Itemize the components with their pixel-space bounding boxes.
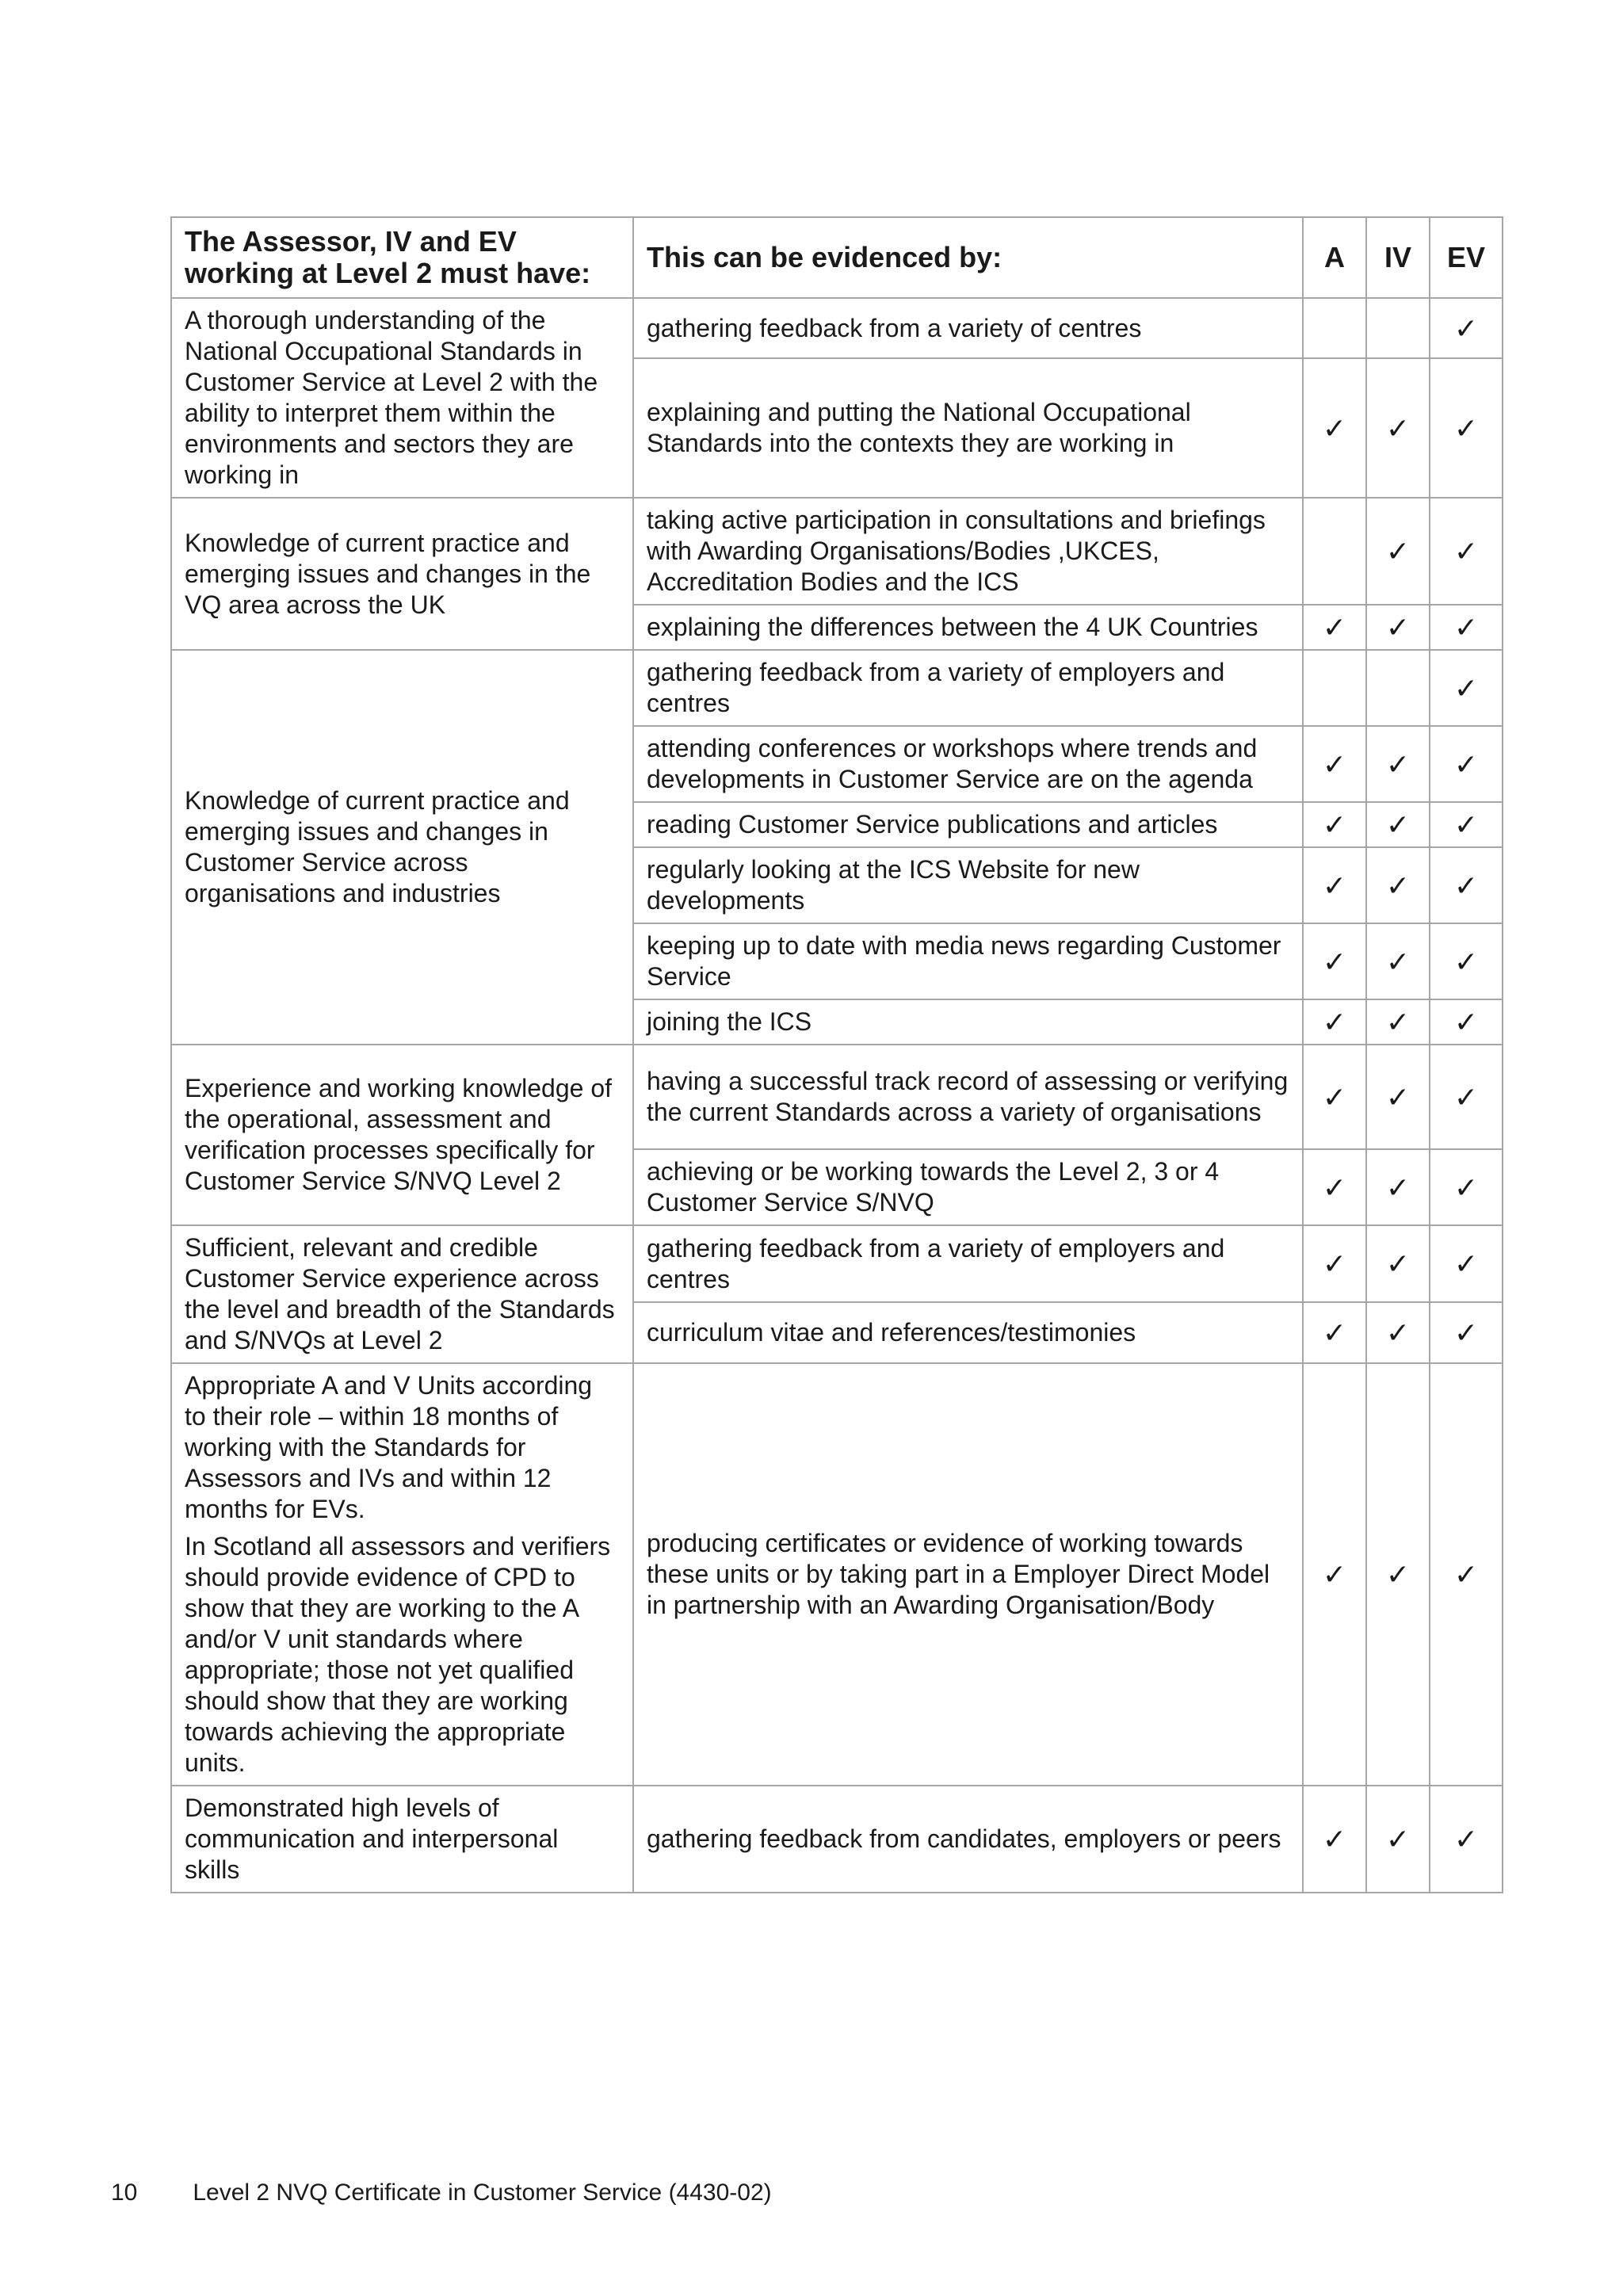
checkmark-icon: ✓: [1385, 1247, 1411, 1281]
checkmark-icon: ✓: [1322, 945, 1347, 978]
checkmark-icon: ✓: [1322, 1006, 1347, 1038]
requirement-cell: [171, 1225, 633, 1363]
mark-cell-iv: [1366, 298, 1430, 358]
requirement-text: Sufficient, relevant and credible Customer Service experience across the level and breadth of the Standards and S/NVQs at Level 2: [185, 1233, 615, 1354]
mark-cell-iv: [1366, 999, 1430, 1045]
mark-cell-ev: [1430, 726, 1503, 802]
header-iv: IV: [1366, 217, 1430, 298]
evidence-cell: explaining the differences between the 4 UK Countries: [633, 605, 1303, 650]
mark-cell-ev: [1430, 1149, 1503, 1225]
mark-cell-a: [1303, 1045, 1366, 1149]
checkmark-icon: ✓: [1385, 1171, 1411, 1204]
header-evidence: This can be evidenced by:: [633, 217, 1303, 298]
mark-cell-ev: [1430, 999, 1503, 1045]
table-row: [171, 298, 1503, 358]
evidence-cell: curriculum vitae and references/testimonies: [633, 1302, 1303, 1363]
evidence-cell: gathering feedback from candidates, employers or peers: [633, 1786, 1303, 1893]
header-assessor: A: [1303, 217, 1366, 298]
evidence-cell: gathering feedback from a variety of centres: [633, 298, 1303, 358]
checkmark-icon: ✓: [1453, 945, 1479, 978]
requirement-cell: [171, 298, 633, 498]
mark-cell-iv: [1366, 650, 1430, 726]
mark-cell-iv: [1366, 802, 1430, 847]
checkmark-icon: ✓: [1385, 945, 1411, 978]
requirement-text: Appropriate A and V Units according to their role – within 18 months of working with the Standards for Assessors and IVs and within 12 months for EVs.: [185, 1371, 593, 1523]
mark-cell-iv: [1366, 605, 1430, 650]
checkmark-icon: ✓: [1385, 1823, 1411, 1855]
evidence-cell: achieving or be working towards the Level 2, 3 or 4 Customer Service S/NVQ: [633, 1149, 1303, 1225]
mark-cell-iv: [1366, 923, 1430, 999]
checkmark-icon: ✓: [1322, 869, 1347, 902]
checkmark-icon: ✓: [1385, 611, 1411, 644]
evidence-cell: gathering feedback from a variety of employers and centres: [633, 1225, 1303, 1302]
checkmark-icon: ✓: [1385, 1080, 1411, 1114]
mark-cell-a: [1303, 802, 1366, 847]
evidence-cell: joining the ICS: [633, 999, 1303, 1045]
mark-cell-ev: [1430, 605, 1503, 650]
table-body: [171, 298, 1503, 1893]
checkmark-icon: ✓: [1322, 747, 1347, 781]
checkmark-icon: ✓: [1385, 535, 1411, 567]
checkmark-icon: ✓: [1453, 1823, 1479, 1855]
checkmark-icon: ✓: [1385, 411, 1411, 445]
requirements-table: [170, 216, 1503, 1893]
mark-cell-a: [1303, 1302, 1366, 1363]
evidence-cell: taking active participation in consultations and briefings with Awarding Organisations/Bodies ,UKCES, Accreditation Bodies and the ICS: [633, 498, 1303, 605]
header-ev: EV: [1430, 217, 1503, 298]
mark-cell-iv: [1366, 1149, 1430, 1225]
checkmark-icon: ✓: [1453, 671, 1479, 705]
checkmark-icon: ✓: [1453, 1080, 1479, 1114]
requirement-text: Knowledge of current practice and emerging issues and changes in the VQ area across the UK: [185, 528, 591, 619]
requirement-cell: [171, 498, 633, 650]
requirement-text: Demonstrated high levels of communication and interpersonal skills: [185, 1794, 559, 1884]
checkmark-icon: ✓: [1453, 611, 1479, 644]
evidence-cell: reading Customer Service publications and articles: [633, 802, 1303, 847]
checkmark-icon: ✓: [1322, 1558, 1347, 1591]
checkmark-icon: ✓: [1322, 1823, 1347, 1855]
mark-cell-ev: [1430, 1786, 1503, 1893]
checkmark-icon: ✓: [1322, 411, 1347, 445]
mark-cell-iv: [1366, 1045, 1430, 1149]
mark-cell-ev: [1430, 847, 1503, 923]
checkmark-icon: ✓: [1385, 1316, 1411, 1350]
mark-cell-a: [1303, 1363, 1366, 1786]
mark-cell-a: [1303, 358, 1366, 498]
mark-cell-ev: [1430, 298, 1503, 358]
requirement-cell: [171, 650, 633, 1045]
mark-cell-a: [1303, 923, 1366, 999]
mark-cell-iv: [1366, 1786, 1430, 1893]
checkmark-icon: ✓: [1453, 869, 1479, 902]
header-requirement: The Assessor, IV and EV working at Level 2 must have:: [171, 217, 633, 298]
mark-cell-iv: [1366, 1225, 1430, 1302]
checkmark-icon: ✓: [1453, 411, 1479, 445]
mark-cell-a: [1303, 298, 1366, 358]
checkmark-icon: ✓: [1453, 808, 1479, 841]
document-title: Level 2 NVQ Certificate in Customer Service (4430-02): [193, 2179, 772, 2206]
checkmark-icon: ✓: [1322, 1171, 1347, 1204]
mark-cell-iv: [1366, 847, 1430, 923]
evidence-cell: regularly looking at the ICS Website for new developments: [633, 847, 1303, 923]
requirement-text: Experience and working knowledge of the operational, assessment and verification processes specifically for Customer Service S/NVQ Level 2: [185, 1074, 612, 1195]
checkmark-icon: ✓: [1322, 808, 1347, 841]
table-header-row: [171, 217, 1503, 298]
checkmark-icon: ✓: [1453, 1247, 1479, 1281]
requirement-text: A thorough understanding of the National Occupational Standards in Customer Service at Level 2 with the ability to interpret them within the environments and sectors they are working in: [185, 306, 598, 489]
mark-cell-ev: [1430, 1363, 1503, 1786]
table-row: [171, 1225, 1503, 1302]
evidence-cell: explaining and putting the National Occupational Standards into the contexts they are working in: [633, 358, 1303, 498]
checkmark-icon: ✓: [1453, 1006, 1479, 1038]
mark-cell-iv: [1366, 1302, 1430, 1363]
evidence-cell: keeping up to date with media news regarding Customer Service: [633, 923, 1303, 999]
checkmark-icon: ✓: [1453, 747, 1479, 781]
checkmark-icon: ✓: [1453, 1171, 1479, 1204]
requirement-cell: [171, 1045, 633, 1225]
table-row: [171, 1045, 1503, 1149]
checkmark-icon: ✓: [1385, 808, 1411, 841]
mark-cell-iv: [1366, 498, 1430, 605]
checkmark-icon: ✓: [1453, 1316, 1479, 1350]
evidence-cell: having a successful track record of assessing or verifying the current Standards across a variety of organisations: [633, 1045, 1303, 1149]
mark-cell-a: [1303, 1225, 1366, 1302]
requirement-text: Knowledge of current practice and emerging issues and changes in Customer Service across organisations and industries: [185, 786, 570, 907]
evidence-cell: attending conferences or workshops where trends and developments in Customer Service are on the agenda: [633, 726, 1303, 802]
checkmark-icon: ✓: [1322, 1080, 1347, 1114]
checkmark-icon: ✓: [1385, 869, 1411, 902]
table-row: [171, 1363, 1503, 1786]
checkmark-icon: ✓: [1385, 1558, 1411, 1591]
checkmark-icon: ✓: [1453, 535, 1479, 567]
checkmark-icon: ✓: [1322, 1316, 1347, 1350]
mark-cell-iv: [1366, 1363, 1430, 1786]
checkmark-icon: ✓: [1385, 1006, 1411, 1038]
mark-cell-a: [1303, 847, 1366, 923]
mark-cell-ev: [1430, 1302, 1503, 1363]
checkmark-icon: ✓: [1453, 1558, 1479, 1591]
mark-cell-iv: [1366, 726, 1430, 802]
checkmark-icon: ✓: [1385, 747, 1411, 781]
mark-cell-ev: [1430, 923, 1503, 999]
checkmark-icon: ✓: [1453, 311, 1479, 345]
mark-cell-a: [1303, 1149, 1366, 1225]
page-footer: [111, 2179, 772, 2206]
mark-cell-a: [1303, 498, 1366, 605]
mark-cell-ev: [1430, 498, 1503, 605]
mark-cell-ev: [1430, 802, 1503, 847]
mark-cell-ev: [1430, 650, 1503, 726]
evidence-cell: gathering feedback from a variety of employers and centres: [633, 650, 1303, 726]
requirement-cell: [171, 1363, 633, 1786]
mark-cell-ev: [1430, 1045, 1503, 1149]
page-number: 10: [111, 2179, 138, 2206]
requirement-cell: [171, 1786, 633, 1893]
mark-cell-a: [1303, 650, 1366, 726]
checkmark-icon: ✓: [1322, 1247, 1347, 1281]
mark-cell-a: [1303, 999, 1366, 1045]
checkmark-icon: ✓: [1322, 611, 1347, 644]
table-row: [171, 1786, 1503, 1893]
table-row: [171, 498, 1503, 605]
mark-cell-ev: [1430, 358, 1503, 498]
mark-cell-ev: [1430, 1225, 1503, 1302]
table-row: [171, 650, 1503, 726]
requirement-text: In Scotland all assessors and verifiers should provide evidence of CPD to show that they are working to the A and/or V unit standards where appropriate; those not yet qualified should show that they are working towards achieving the appropriate units.: [185, 1532, 611, 1777]
mark-cell-a: [1303, 605, 1366, 650]
mark-cell-a: [1303, 1786, 1366, 1893]
mark-cell-iv: [1366, 358, 1430, 498]
evidence-cell: producing certificates or evidence of working towards these units or by taking part in a Employer Direct Model in partnership with an Awarding Organisation/Body: [633, 1363, 1303, 1786]
mark-cell-a: [1303, 726, 1366, 802]
